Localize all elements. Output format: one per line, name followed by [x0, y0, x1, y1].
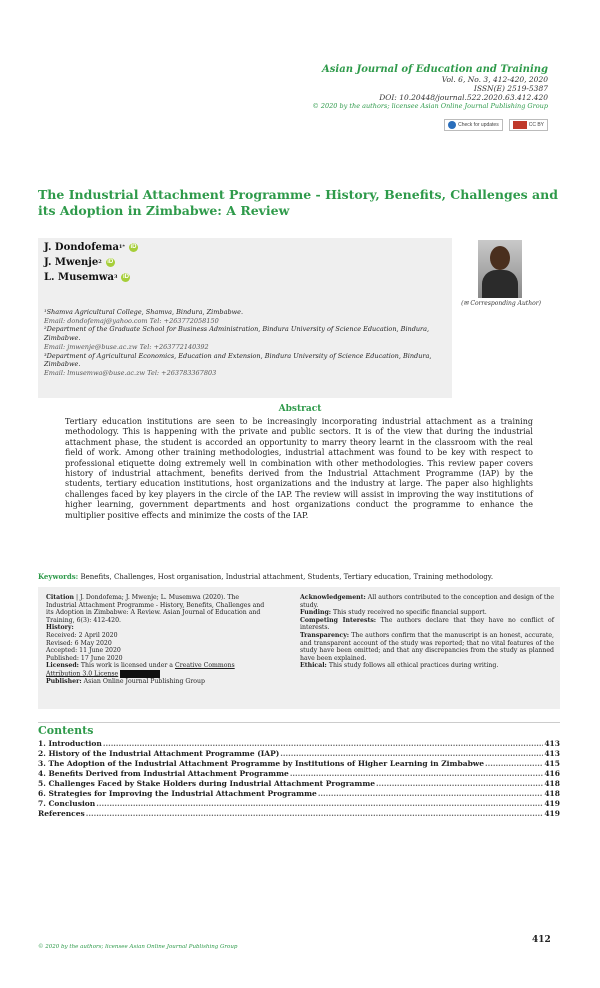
license-link[interactable]: Creative Commons Attribution 3.0 License — [46, 662, 235, 678]
author-3: L. Musemwa 3 iD — [44, 272, 129, 283]
page-number: 412 — [532, 935, 551, 945]
orcid-icon[interactable]: iD — [130, 244, 137, 250]
cc-icon — [513, 121, 527, 129]
check-updates-icon — [448, 121, 456, 129]
toc-item[interactable]: 5. Challenges Faced by Stake Holders during Industrial Attachment Programme ..... 418 — [38, 779, 560, 789]
funding: Funding: This study received no specific financial support. — [300, 609, 487, 617]
author-1: J. Dondofema 1* iD — [44, 242, 137, 253]
affiliation-1: ¹Shamva Agricultural College, Shamva, Bindura, Zimbabwe. Email: dondofemaj@yahoo.com Tel: +263772058150 — [44, 308, 244, 325]
volume-info: Vol. 6, No. 3, 412-420, 2020 — [441, 75, 548, 84]
affiliation-2: ²Department of the Graduate School for Business Administration, Bindura University of Science Education, Bindura, Zimbabwe. Email: jmwenje@buse.ac.zw Tel: +263772140392 — [44, 325, 430, 351]
accepted-date: Accepted: 11 June 2020 — [46, 647, 121, 655]
toc-list — [38, 739, 560, 819]
toc-item[interactable]: 1. Introduction ..... 413 — [38, 739, 560, 749]
toc-item[interactable]: 4. Benefits Derived from Industrial Attachment Programme ..... 416 — [38, 769, 560, 779]
header-badges — [444, 119, 548, 131]
competing-interests: Competing Interests: The authors declare that they have no conflict of interests. — [300, 616, 555, 632]
table-of-contents — [38, 722, 560, 819]
check-updates-badge[interactable]: Check for updates — [444, 119, 503, 131]
received-date: Received: 2 April 2020 — [46, 631, 118, 639]
contents-heading: Contents — [38, 722, 560, 738]
affiliations — [44, 308, 446, 378]
citation: Citation | J. Dondofema; J. Mwenje; L. Musemwa (2020). The Industrial Attachment Programme - History, Benefits, Challenges and its Adoption in Zimbabwe: A Review. Asian Journal of Education and Training, 6(3): 412-420. — [46, 594, 265, 624]
abstract-text: Tertiary education institutions are seen to be increasingly incorporating industrial attachment as a training methodology. This is happening with the private and public sectors. It is of the view that during the industrial attachment phase, the student is accorded an opportunity to marry theory learnt in the classroom with the real field of work. Among other training methodologies, industrial attachment was found to be key with respect to professional etiquette doing extremely well in combination with other methodologies. This review paper covers history of industrial attachment, benefits derived from the Industrial Attachment Programme (IAP) by the students, tertiary education institutions, host organizations and the industry at large. The paper also highlights challenges faced by key players in the circle of the IAP. The review will assist in improving the way institutions of higher learning, government departments and host organizations conduct the programme to enhance the multiplier positive effects and minimize the costs of the IAP. — [65, 417, 533, 520]
transparency: Transparency: The authors confirm that the manuscript is an honest, accurate, and transparent account of the study was reported; that no vital features of the study have been omitted; and that any discrepancies from the study as planned have been explained. — [300, 631, 554, 662]
keywords: Keywords: Benefits, Challenges, Host organisation, Industrial attachment, Students, Tertiary education, Training methodology. — [38, 572, 494, 581]
issn: ISSN(E) 2519-5387 — [473, 84, 548, 93]
toc-item[interactable]: 7. Conclusion ..... 419 — [38, 799, 560, 809]
revised-date: Revised: 6 May 2020 — [46, 639, 112, 647]
header-copyright: © 2020 by the authors; licensee Asian Online Journal Publishing Group — [312, 102, 548, 110]
published-date: Published: 17 June 2020 — [46, 654, 123, 662]
info-right-column — [300, 594, 554, 670]
article-title: The Industrial Attachment Programme - History, Benefits, Challenges and its Adoption in Zimbabwe: A Review — [38, 187, 558, 218]
author-list — [44, 240, 138, 285]
history: History: — [46, 624, 74, 632]
journal-name: Asian Journal of Education and Training — [322, 64, 548, 75]
photo-body — [482, 270, 518, 298]
author-box — [38, 238, 452, 398]
license: Licensed: This work is licensed under a Creative Commons Attribution 3.0 License — [46, 662, 235, 678]
cc-license-badge[interactable]: CC BY — [509, 119, 548, 131]
footer-copyright: © 2020 by the authors; licensee Asian Online Journal Publishing Group — [38, 944, 238, 950]
toc-item[interactable]: 3. The Adoption of the Industrial Attachment Programme by Institutions of Higher Learning in Zimbabwe ..... 415 — [38, 759, 560, 769]
orcid-icon[interactable]: iD — [122, 274, 129, 280]
publisher: Publisher: Asian Online Journal Publishing Group — [46, 678, 205, 686]
doi[interactable]: DOI: 10.20448/journal.522.2020.63.412.420 — [379, 93, 548, 102]
photo-head — [490, 246, 510, 270]
cc-by-icon[interactable] — [120, 670, 160, 678]
orcid-icon[interactable]: iD — [107, 259, 114, 265]
affiliation-3: ³Department of Agricultural Economics, Education and Extension, Bindura University of Science Education, Bindura, Zimbabwe. Email: lmusemwa@buse.ac.zw Tel: +263783367803 — [44, 351, 432, 377]
corresponding-author-label: (✉ Corresponding Author) — [461, 300, 541, 307]
toc-item[interactable]: 6. Strategies for Improving the Industrial Attachment Programme ..... 418 — [38, 789, 560, 799]
author-2: J. Mwenje 2 iD — [44, 257, 114, 268]
abstract-heading: Abstract — [278, 404, 322, 414]
ethical: Ethical: This study follows all ethical practices during writing. — [300, 662, 499, 670]
info-left-column — [46, 594, 268, 686]
toc-item[interactable]: References ..... 419 — [38, 809, 560, 819]
article-info-box — [38, 587, 560, 709]
toc-item[interactable]: 2. History of the Industrial Attachment Programme (IAP) ..... 413 — [38, 749, 560, 759]
journal-header — [312, 64, 548, 111]
author-photo — [478, 240, 522, 298]
acknowledgement: Acknowledgement: All authors contributed to the conception and design of the study. — [300, 594, 554, 609]
